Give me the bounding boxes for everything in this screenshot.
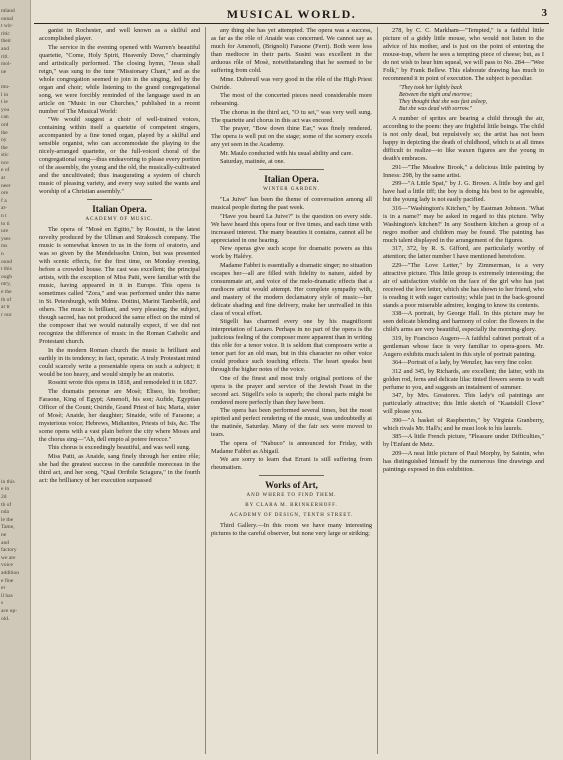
paragraph: "La Juive" has been the theme of conversation among all musical people during the past week.: [211, 196, 372, 211]
gutter-line: [1, 418, 29, 426]
paragraph: The service in the evening opened with Warren's beautiful quartette, "Come, Holy Spirit, Heavenly Dove," charmingly and artistically performed. The closing hymn, "Jesus shall reign," was sung to the tune "Missionary Chant," and as the whole congregation seemed to join in the singing, led by the organ and choir; while listening to the grand congregational song, we were forcibly reminded of the language used in an article on "Music in our Churches," published in a recent number of The Musical World:: [39, 43, 200, 115]
masthead: [34, 5, 549, 24]
paragraph: 229—"The Love Letter," by Zimmerman, is a very attractive picture. This little group is extremely interesting; the air of satisfaction visible on the face of the girl who has just received the love letter, which she has shown to her friend, who is reading it with eager curiosity; while just in the back-ground stands a poor miserable admirer, longing to know its contents.: [383, 261, 544, 309]
gutter-line: [1, 395, 29, 403]
gutter-line: [1, 441, 29, 449]
gutter-line: ntland: [1, 8, 15, 14]
paragraph: The dramatis personæ are Mosè; Eliseo, his brother; Faraone, King of Egypt; Amenofi, his son; Aufide, Egyptian Officer of the Count; Osiride, Grand Priest of Isis; Maria, sister of Mosè; Anaide, her daughter; Sinaide, wife of Faraone; a mysterious voice; Hebrews, Midianites, Priests of Isis, &c. The scene opens with a vast plain before the city where Moses and the chorus sing—"Ah, dell empio al potere ferocce.": [39, 387, 200, 443]
paragraph: 364—Portrait of a lady, by Wenzler, has very fine color.: [392, 359, 533, 366]
gutter-line: and: [1, 539, 9, 546]
paragraph: any thing she has yet attempted. The opera was a success, as far as the rôle of Anaide was concerned. We cannot say as much for Amenofi, (Brignoli) Faraone (Ferri). Both were less than mediocre in their parts. Susini was excellent in the arduous rôle of Mosè, notwithstanding that he seemed to be suffering from cold.: [211, 27, 372, 74]
gutter-line: [1, 350, 29, 358]
gutter-line: [1, 410, 29, 418]
paragraph: We are sorry to learn that Errani is still suffering from rheumatism.: [211, 456, 372, 471]
gutter-line: ny: [1, 137, 7, 144]
poem-line: "They took her lightly back: [399, 85, 462, 91]
gutter-line: ounal: [1, 15, 14, 22]
gutter-line: old.: [1, 615, 10, 622]
gutter-line: ord: [1, 121, 9, 128]
gutter-line: [1, 335, 29, 343]
paragraph: The opera of "Mosè en Egitto," by Rossini, is the latest novelty produced by the Ullman and Strakosch company. The music is somewhat known to us in the form of oratorio, and was so given by the Mendelssohn Union, but was presented with scenic effects, for the first time, on Monday evening, before a crowded house. The cast was excellent; the principal artists, with the exception of Miss Patti, were familiar with the music, having appeared in it in Europe. This opera is sometimes called "Zora," and was performed under this name in St. Petersburgh, with Mdme. Dottini, Marini Tamberlik, and others. The music is brilliant, and very pleasing; the subject, though sacred, has not produced the same effect on the mind of the composer that we would naturally expect, if we did not recognize the difference of music in the Roman Catholic and Protestant church.: [39, 226, 200, 345]
works-location: ACADEMY OF DESIGN, TENTH STREET.: [229, 513, 354, 518]
paragraph: 317, 372, by R. S. Gifford, are particularly worthy of attention; the latter number I have mentioned heretofore.: [383, 245, 544, 260]
paragraph: 338—A portrait, by George Hall. In this picture may be seen delicate blending and harmony of color: the flowers in the child's arms are very beautiful, especially the morning-glory.: [383, 310, 544, 333]
gutter-line: [1, 373, 29, 381]
paragraph: New operas give such scope for dramatic powers as this work by Halévy.: [211, 245, 372, 260]
paragraph: The most of the concerted pieces need considerable more rehearsing.: [211, 92, 372, 107]
gutter-line: [1, 456, 29, 464]
article-columns: [34, 27, 549, 754]
paragraph: Miss Patti, as Anaide, sang finely through her entire rôle; she had the greatest success in the cannibile moreceau in the third act, and her song, "Qual Orribile Sciagura," in the fourth act: the brilliancy of her execution surpassed: [39, 452, 200, 484]
gutter-line: nce: [1, 159, 9, 166]
gutter-line: 2d: [1, 494, 7, 500]
gutter-line: ms: [1, 243, 8, 250]
paragraph: Rossini wrote this opera in 1818, and remodeled it in 1827.: [48, 379, 198, 386]
column-2: [206, 27, 378, 754]
gutter-line: t this: [1, 266, 12, 273]
gutter-line: ace up-: [1, 607, 18, 614]
gutter-line: ntry,: [1, 281, 11, 288]
gutter-line: you: [1, 106, 10, 113]
gutter-line: [1, 319, 29, 327]
paragraph: 390—"A basket of Raspberries," by Virginia Granberry, which rivals Mr. Hall's; and he must look to his laurels.: [383, 416, 544, 432]
gutter-text-fragments: [1, 8, 29, 623]
paragraph: Saturday, matinée, at one.: [220, 158, 285, 165]
gutter-line: er: [1, 585, 6, 592]
column-3: [378, 27, 549, 754]
gutter-line: in this: [1, 478, 15, 485]
poem-line: They thought that she was fast asleep,: [399, 99, 488, 105]
paragraph: In the modern Roman church the music is brilliant and earthly in its tendency; in fact, operatic. A truly Protestant mind could scarcely write a presentable opera on such a subject; it would be too heavy, and would simply be an oratorio.: [39, 346, 200, 378]
gutter-line: le the: [1, 516, 14, 523]
paragraph: One of the finest and most truly original portions of the opera is the prayer and service of the Jewish Feast in the second act. Stigelli's solo is superb; the choral parts might be rendered more perfectly than they have been.: [211, 374, 372, 406]
gutter-line: ore: [1, 190, 9, 197]
paragraph: "Have you heard La Juive?" is the question on every side. We have heard this opera four or five times, and each time with increased interest. The many beauties it contains, cannot all be appreciated in one hearing.: [211, 212, 372, 244]
gutter-line: [1, 433, 29, 441]
gutter-line: e of: [1, 167, 10, 174]
gutter-line: ne: [1, 531, 7, 538]
paragraph: The prayer, "Bow down thine Ear," was finely rendered. The opera is well put on the stage; some of the scenery excels any yet seen in the Academy.: [211, 125, 372, 148]
adjacent-page-gutter: [0, 0, 31, 760]
gutter-line: to ti: [1, 220, 10, 227]
gutter-line: [1, 471, 29, 479]
gutter-line: yses: [1, 235, 11, 242]
paragraph: 312 and 345, by Richards, are excellent; the latter, with its golden rod, ferns and delicate lilac tinted flowers seems to waft perfume to you, and suggests an instalment of summer.: [383, 367, 544, 391]
gutter-line: mol-: [1, 61, 12, 68]
paragraph: The opera has been performed several times, but the most spirited and perfect rendering of the music, was undoubtedly at the matinée, Saturday. Many of the fair sex were moved to tears.: [211, 407, 372, 438]
gutter-line: l in: [1, 91, 9, 98]
gutter-line: nda: [1, 509, 9, 516]
gutter-line: [1, 426, 29, 434]
paragraph: Third Gallery.—In this room we have many interesting pictures to the careful observer, but none very large or striking;: [211, 522, 372, 537]
gutter-line: the: [1, 144, 8, 151]
paragraph: 319, by Francisco Augero—A faithful cabinet portrait of a gentleman whose face is very familiar to opera-goers. Mr. Augero exhibits much talent in this style of portrait painting.: [383, 334, 544, 358]
paragraph: The chorus in the third act, "O tu sei," was very well sung. The quartette and chorus in this act was encored.: [211, 108, 372, 124]
paragraph: 347, by Mrs. Greatorex. This lady's oil paintings are particularly attractive; this little sketch of "Kaatskill Clove" will please you.: [383, 392, 544, 415]
works-subheading-where: AND WHERE TO FIND THEM.: [246, 493, 337, 498]
gutter-line: at-: [1, 205, 7, 212]
gutter-line: ritic: [1, 30, 10, 37]
paragraph: 385—A little French picture, "Pleasure under Difficulties," by l'Enfant de Metz.: [383, 433, 544, 448]
gutter-line: neer: [1, 182, 11, 189]
gutter-line: ritl.: [1, 53, 9, 60]
gutter-line: [1, 380, 29, 388]
paragraph: 291—"The Meadow Brook," a delicious little painting by Inness: 298, by the same artist.: [383, 163, 544, 179]
page-number: 3: [541, 7, 547, 19]
gutter-line: th of: [1, 296, 12, 303]
paragraph: "We would suggest a choir of well-trained voices, containing within itself a quartette of competent singers, accompanied by a fine toned organ, played by a skilful and sensible organist, who can accommodate the playing to the nicely-arranged quartette, or the full-voiced choral of the congregational song—thus endeavoring to please every portion of the assembly, the young and the old, the musically-cultivated and the uncultivated; thus inaugurating a system of church music of pleasing variety, and every way suited the wants and worship of a Christian assembly.": [39, 116, 200, 195]
section-heading-works-of-art: Works of Art,: [265, 480, 318, 490]
paragraph: 316—"Washington's Kitchen," by Eastman Johnson. 'What is in a name?' may be asked in regard to this picture. 'Why Washington's kitchen?' In any Southern kitchen a group of a negro mother and children may be found. The painting has much talent displayed in the arrangement of the figures.: [383, 204, 544, 244]
poem-line: Between the night and morrow;: [399, 92, 473, 98]
paragraph: Madame Fabbri is essentially a dramatic singer; no situation escapes her—all are filled with fidelity to nature, aided by consummate art, and voice of the melo-dramatic effects that a mediocre artist would attempt. Her complete sympathy with, and mastery of the modern declamatory style of music—her delicate shading and fine delivery, make her unrivalled in this class of vocal effort.: [211, 261, 372, 317]
gutter-line: Tame,: [1, 524, 15, 531]
gutter-line: and: [1, 45, 9, 52]
paragraph: ganist in Rochester, and well known as a skilful and accomplished player.: [39, 27, 200, 42]
section-divider: [259, 475, 323, 476]
gutter-line: s: [1, 600, 4, 607]
gutter-line: can: [1, 114, 9, 121]
gutter-line: [1, 388, 29, 396]
paragraph: The opera of "Nabuco" is announced for Friday, with Madame Fabbri as Abigail.: [211, 439, 372, 455]
paragraph: 209—A neat little picture of Paul Morphy, by Saintin, who has distinguished himself by the numerous fine drawings and paintings exposed in this exhibition.: [383, 449, 544, 473]
paragraph: Mr. Maulo conducted with his usual ability and care.: [220, 149, 353, 157]
section-divider: [259, 169, 323, 170]
gutter-line: [1, 403, 29, 411]
works-byline: BY CLARA M. BRINKERHOFF.: [245, 503, 338, 508]
paragraph: 278, by C. C. Markham—"Tempted," is a faithful little picture of a giddy little mouse, who would not listen to the advice of his mother, and is just on the point of entering the mouse-trap, where he sees a tempting piece of cheese; but, as I do not wish to hear him squeal, we will pass to No. 284—"Wee Folk," by Frank Bellew. This elaborate drawing has much to recommend it in point of execution. The subject is peculiar.: [383, 27, 544, 82]
paragraph: Stigelli has charmed every one by his magnificent interpretation of Lazaro. Perhaps in no part of the opera is the judicious feeling of the composer more apparent than in writing this rôle for a tenor voice. It is seldom that composers write a tenor part for an old man, but in this character no other voice could produce such touching effects. The heart speaks best through the higher notes of the voice.: [211, 318, 372, 373]
gutter-line: t ie: [1, 99, 8, 106]
publication-title: MUSICAL WORLD.: [226, 6, 357, 21]
gutter-line: [1, 342, 29, 350]
paragraph: Mme. Dubreuil was very good in the rôle of the High Priest Osiride.: [211, 75, 372, 91]
gutter-line: ound: [1, 258, 12, 265]
gutter-line: r our: [1, 311, 12, 318]
gutter-line: t wit-: [1, 23, 13, 30]
gutter-line: e in: [1, 486, 10, 493]
gutter-line: ll has: [1, 592, 13, 599]
gutter-line: ure: [1, 228, 9, 235]
section-heading-italian-opera-winter-garden: Italian Opera.: [264, 174, 319, 184]
section-heading-italian-opera-academy: Italian Opera.: [92, 204, 147, 214]
gutter-line: voice: [1, 562, 13, 569]
gutter-line: n: [1, 251, 4, 257]
gutter-line: [1, 76, 29, 84]
gutter-line: n t: [1, 213, 7, 220]
gutter-line: their: [1, 38, 12, 45]
column-1: [34, 27, 206, 754]
gutter-line: [1, 464, 29, 472]
paragraph: 299—"A Little Spat," by J. G. Brown. A little boy and girl have had a little tiff; the boy is doing his best to be agreeable, but the young lady is not easily pacified.: [383, 180, 544, 203]
gutter-line: ar tr: [1, 304, 11, 311]
poem-quote: [399, 85, 544, 113]
gutter-line: e the: [1, 288, 12, 295]
section-subheading-academy-of-music: ACADEMY OF MUSIC.: [85, 217, 154, 222]
section-divider: [87, 199, 151, 200]
gutter-line: we are: [1, 554, 16, 561]
gutter-line: e fine: [1, 577, 14, 584]
gutter-line: [1, 357, 29, 365]
poem-line: But she was dead with sorrow.": [399, 106, 472, 112]
gutter-line: [1, 365, 29, 373]
paragraph: This chorus is exceedingly beautiful, and was well sung.: [48, 444, 191, 451]
gutter-line: mu-: [1, 83, 10, 90]
gutter-line: ough: [1, 273, 12, 280]
gutter-line: [1, 327, 29, 335]
gutter-line: [1, 448, 29, 456]
gutter-line: addition: [1, 569, 20, 576]
gutter-line: ne: [1, 68, 7, 75]
gutter-line: factory: [1, 547, 17, 554]
gutter-line: th of: [1, 501, 12, 508]
gutter-line: f a: [1, 197, 7, 204]
section-subheading-winter-garden: WINTER GARDEN.: [263, 187, 320, 192]
gutter-line: stic: [1, 152, 9, 159]
gutter-line: at: [1, 175, 5, 182]
gutter-line: the: [1, 129, 8, 136]
paragraph: A number of sprites are bearing a child through the air, according to the poem: they are frightful little beings. The child is not only dead, but repulsively so; the artist has not been happy in depicting the death of childhood, which is at all times difficult to realize—to like waxen figures are the young in death's embraces.: [383, 115, 544, 162]
